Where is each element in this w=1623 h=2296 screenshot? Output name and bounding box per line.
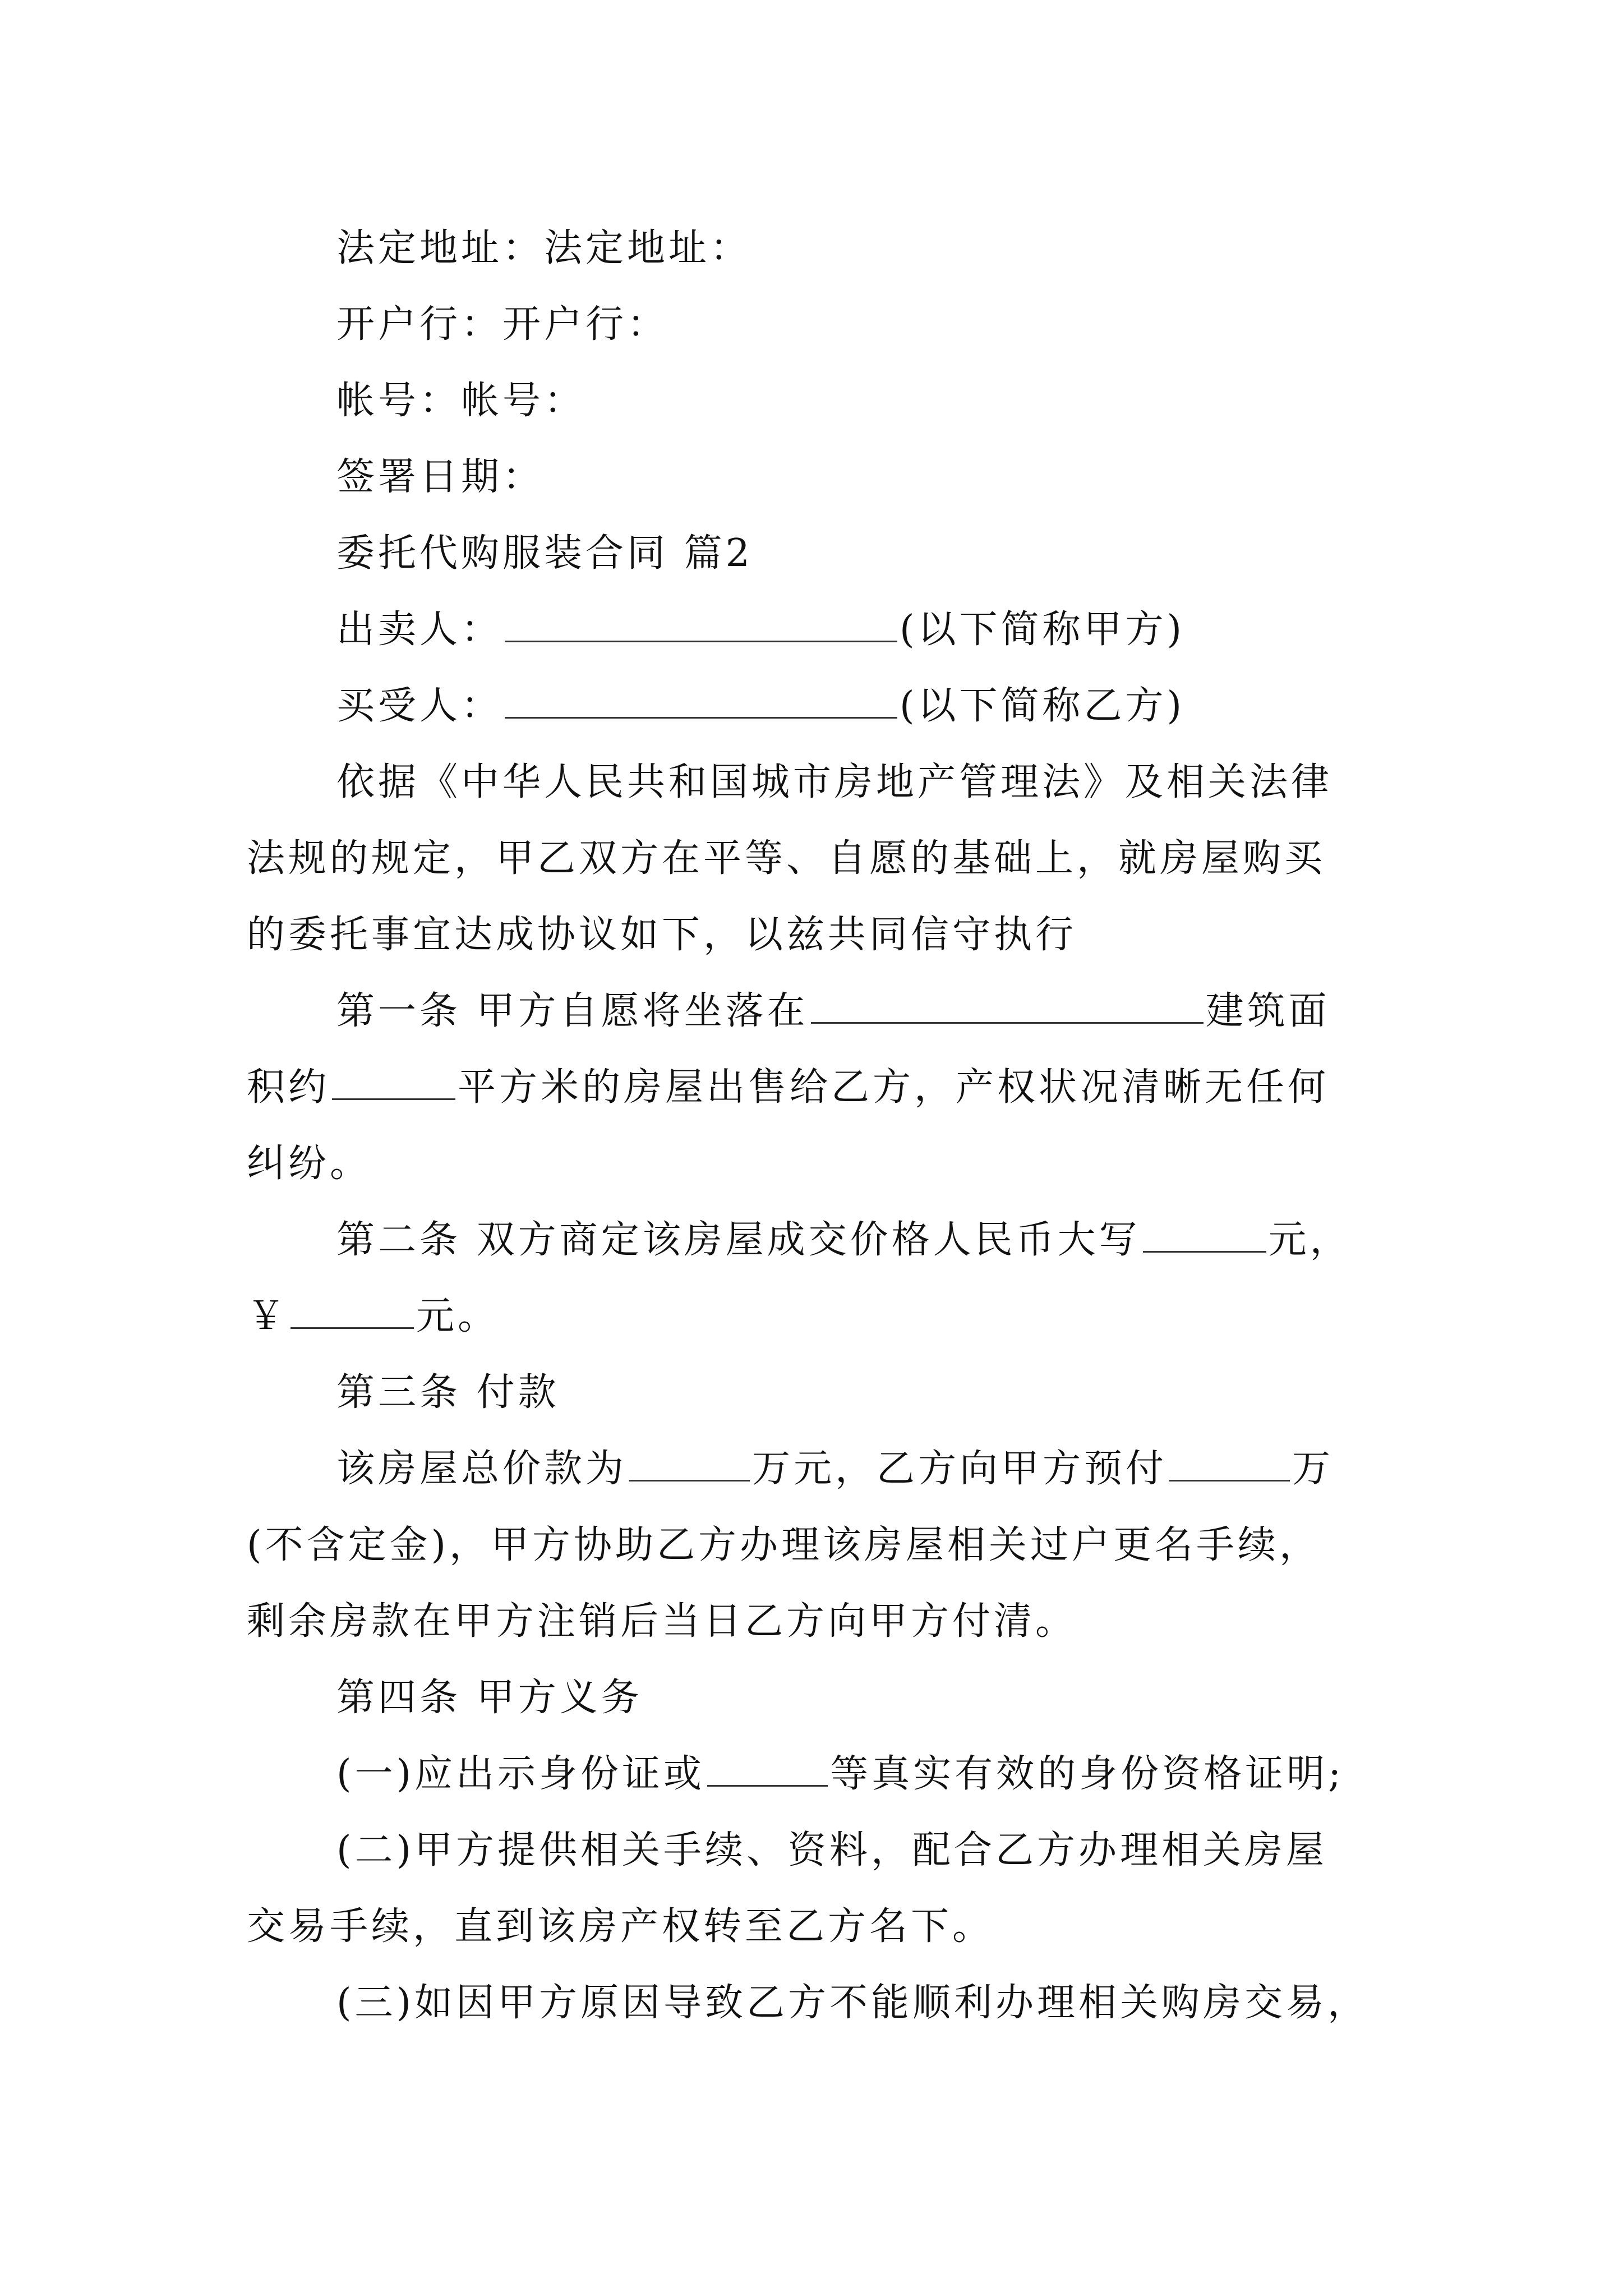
article-4-item-2-line-2 <box>247 1889 1385 1965</box>
article-3-title <box>247 1355 1385 1431</box>
article-4-item-2-line-1 <box>247 1812 1385 1889</box>
article-4-item-2-text-b: 交易手续，直到该房产权转至乙方名下。 <box>247 1904 994 1949</box>
price-words-blank <box>1143 1217 1266 1253</box>
article-1-text-d: 平方米的房屋出售给乙方，产权状况清晰无任何 <box>458 1065 1330 1110</box>
article-3-text-e: 剩余房款在甲方注销后当日乙方向甲方付清。 <box>247 1599 1077 1644</box>
article-2-line-1 <box>247 1202 1385 1278</box>
bank-text: 开户行：开户行： <box>336 302 669 347</box>
price-number-blank <box>291 1294 414 1329</box>
legal-address-line <box>247 210 1385 287</box>
article-1-line-2 <box>247 1050 1385 1126</box>
total-price-blank <box>629 1446 750 1481</box>
article-3-text-b: 万元，乙方向甲方预付 <box>752 1447 1168 1491</box>
article-2-text-a: 第二条 双方商定该房屋成交价格人民币大写 <box>336 1218 1141 1262</box>
article-3-line-2 <box>247 1507 1385 1584</box>
article-3-text-c: 万 <box>1292 1447 1334 1491</box>
sign-date-line <box>247 439 1385 516</box>
seller-label: 出卖人： <box>336 608 503 652</box>
article-4-title <box>247 1660 1385 1736</box>
article-4-item-1 <box>247 1736 1385 1812</box>
preamble-line-3 <box>247 897 1385 973</box>
prepay-blank <box>1169 1446 1290 1481</box>
preamble-line-1 <box>247 744 1385 821</box>
article-1-text-a: 第一条 甲方自愿将坐落在 <box>336 989 809 1033</box>
preamble-text-2: 法规的规定，甲乙双方在平等、自愿的基础上，就房屋购买 <box>247 836 1326 881</box>
account-line <box>247 363 1385 439</box>
section-title <box>247 516 1385 592</box>
buyer-label: 买受人： <box>336 684 503 728</box>
article-1-line-3 <box>247 1126 1385 1202</box>
id-doc-blank <box>707 1751 828 1787</box>
article-3-title-text: 第三条 付款 <box>336 1370 560 1415</box>
article-2-text-c: 元。 <box>416 1294 500 1338</box>
buyer-blank <box>505 683 897 719</box>
seller-note: (以下简称甲方) <box>900 608 1186 652</box>
article-1-text-c: 积约 <box>247 1065 330 1110</box>
area-blank <box>332 1065 455 1100</box>
legal-address-text: 法定地址：法定地址： <box>336 226 752 270</box>
article-2-text-b: 元， <box>1268 1218 1352 1262</box>
section-title-text: 委托代购服装合同 篇2 <box>336 531 753 576</box>
location-blank <box>811 988 1204 1024</box>
article-3-line-3 <box>247 1584 1385 1660</box>
bank-line <box>247 287 1385 363</box>
buyer-line <box>247 668 1385 744</box>
preamble-text-3: 的委托事宜达成协议如下，以兹共同信守执行 <box>247 913 1077 957</box>
article-1-line-1 <box>247 973 1385 1050</box>
preamble-line-2 <box>247 821 1385 897</box>
seller-line <box>247 592 1385 668</box>
article-4-item-1-text-b: 等真实有效的身份资格证明; <box>830 1752 1344 1796</box>
buyer-note: (以下简称乙方) <box>900 684 1186 728</box>
document-body <box>247 210 1385 2041</box>
preamble-text-1: 依据《中华人民共和国城市房地产管理法》及相关法律 <box>336 760 1333 804</box>
account-text: 帐号：帐号： <box>336 379 586 423</box>
article-2-line-2 <box>247 1278 1385 1355</box>
article-4-title-text: 第四条 甲方义务 <box>336 1676 643 1720</box>
yuan-symbol: ￥ <box>247 1294 289 1338</box>
article-3-line-1 <box>247 1431 1385 1507</box>
article-3-text-d: (不含定金)，甲方协助乙方办理该房屋相关过户更名手续， <box>247 1523 1321 1567</box>
article-1-text-e: 纠纷。 <box>247 1142 372 1186</box>
sign-date-text: 签署日期： <box>336 455 545 499</box>
article-4-item-2-text-a: (二)甲方提供相关手续、资料，配合乙方办理相关房屋 <box>336 1828 1328 1872</box>
seller-blank <box>505 607 897 642</box>
article-4-item-3-text-a: (三)如因甲方原因导致乙方不能顺利办理相关购房交易， <box>336 1981 1370 2025</box>
article-4-item-1-text-a: (一)应出示身份证或 <box>336 1752 706 1796</box>
article-1-text-b: 建筑面 <box>1205 989 1330 1033</box>
article-3-text-a: 该房屋总价款为 <box>336 1447 628 1491</box>
article-4-item-3-line-1 <box>247 1965 1385 2041</box>
